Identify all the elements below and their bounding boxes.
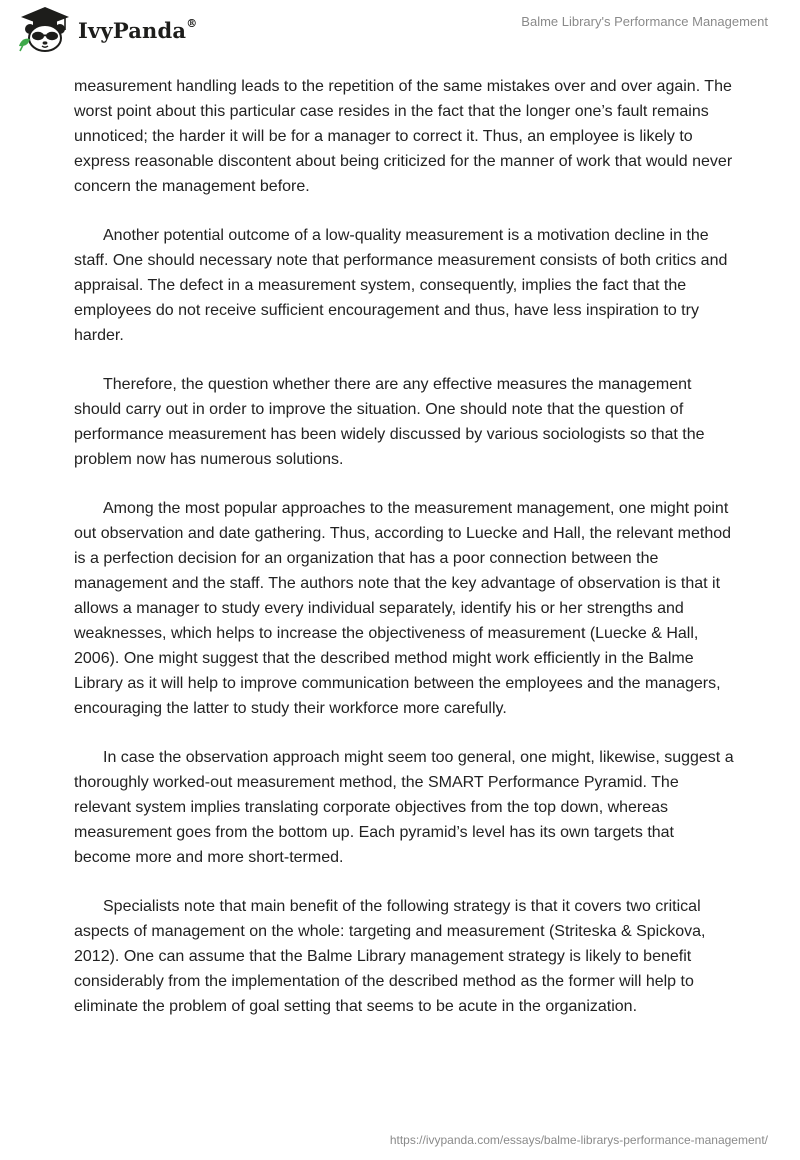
paragraph: Therefore, the question whether there are any effective measures the management should carry out in order to improve the situation. One should note that the question of performance measurement has been widely discussed by various sociologists so that the problem now has numerous solutions. xyxy=(74,376,705,468)
paragraph: Among the most popular approaches to the measurement management, one might point out observation and date gathering. Thus, according to Luecke and Hall, the relevant method is a perfection decision for an organization that has a poor connection between the management and the staff. The authors note that the key advantage of observation is that it allows a manager to study every individual separately, identify his or her strengths and weaknesses, which helps to increase the objectiveness of measurement (Luecke & Hall, 2006). One might suggest that the described method might work efficiently in the Balme Library as it will help to improve communication between the employees and the managers, encouraging the latter to study their workforce more carefully. xyxy=(74,500,732,717)
panda-graduate-icon xyxy=(16,6,74,52)
ivypanda-logo[interactable] xyxy=(16,6,197,52)
paragraph: Another potential outcome of a low-quality measurement is a motivation decline in the staff. One should necessary note that performance measurement consists of both critics and appraisal. The defect in a measurement system, consequently, implies the fact that the employees do not receive sufficient encouragement and thus, have less inspiration to try harder. xyxy=(74,227,728,344)
paragraph: Specialists note that main benefit of the following strategy is that it covers two critical aspects of management on the whole: targeting and measurement (Striteska & Spickova, 2012). One can assume that the Balme Library management strategy is likely to benefit considerably from the implementation of the described method as the former will help to eliminate the problem of goal setting that seems to be acute in the organization. xyxy=(74,898,706,1015)
document-title: Balme Library's Performance Management xyxy=(521,14,768,29)
registered-mark: ® xyxy=(186,16,198,30)
source-url-link[interactable]: https://ivypanda.com/essays/balme-librarys-performance-management/ xyxy=(389,1133,768,1147)
paragraph: measurement handling leads to the repetition of the same mistakes over and over again. The worst point about this particular case resides in the fact that the longer one’s fault remains unnoticed; the harder it will be for a manager to correct it. Thus, an employee is likely to express reasonable discontent about being criticized for the manner of work that would never concern the management before. xyxy=(74,78,733,195)
logo-text: IvyPanda® xyxy=(78,16,198,43)
page-header xyxy=(0,0,800,60)
essay-body xyxy=(74,74,734,1043)
paragraph: In case the observation approach might seem too general, one might, likewise, suggest a thoroughly worked-out measurement method, the SMART Performance Pyramid. The relevant system implies translating corporate objectives from the top down, whereas measurement goes from the bottom up. Each pyramid’s level has its own targets that become more and more short-termed. xyxy=(74,749,734,866)
